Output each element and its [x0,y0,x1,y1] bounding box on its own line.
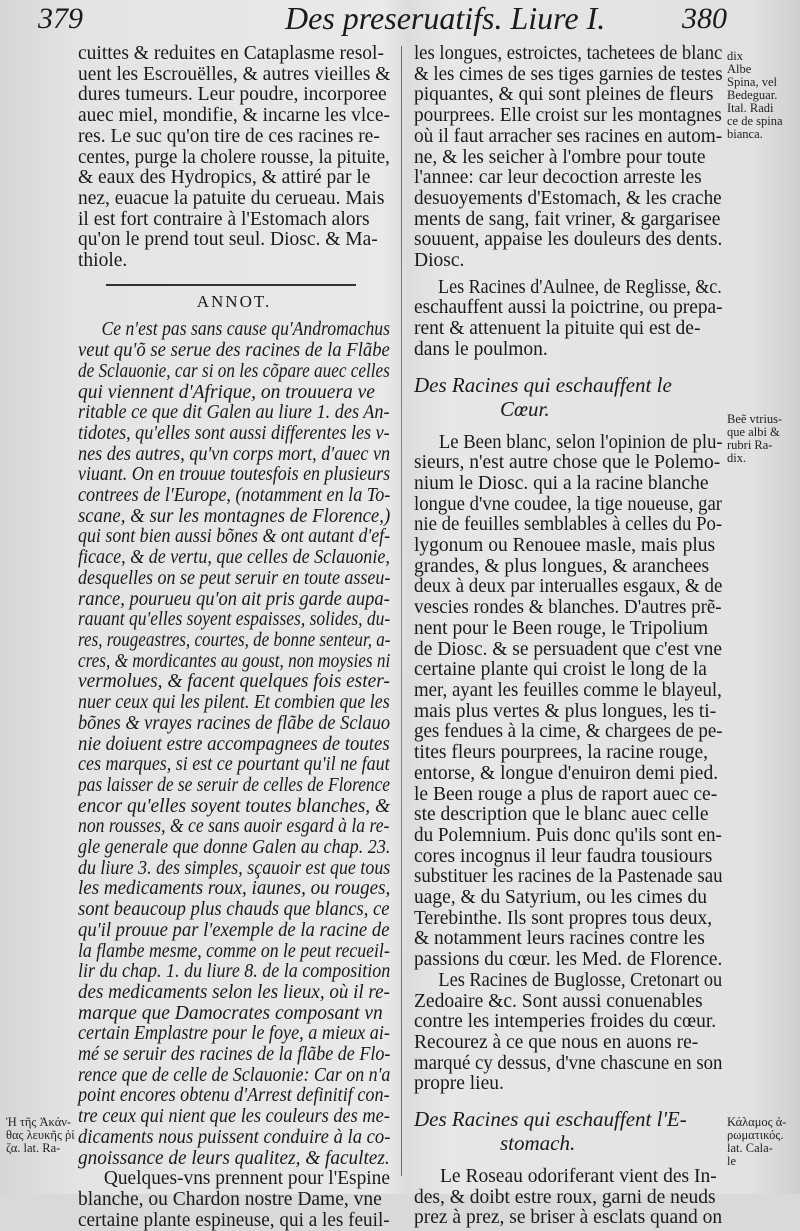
text-line: rauant qu'elles soyent espaisses, solides, du- [78,609,391,631]
text-line: Albe [727,62,752,76]
text-line: ζα. lat. Ra- [6,1141,61,1155]
text-line: & notamment leurs racines contre les [414,929,705,950]
text-line: nes des autres, qu'vn corps mort, d'auec vn [78,443,391,465]
text-line: piquantes, & qui sont pleines de fleurs [414,85,714,106]
heading-line: Cœur. [500,396,550,421]
text-line: & eaux des Hydropics, & attiré par le [78,168,371,189]
text-line: de Sclauonie, car si on les cõpare auec celles [78,360,390,382]
text-line: deux à deux par interualles esgaux, & de [414,576,723,598]
text-line: pas laisser de se seruir de celles de Florence [78,774,391,796]
text-line: Les Racines d'Aulnee, de Reglisse, &c. [438,276,722,298]
text-line: Ἡ τῆς Ἀκάν- [6,1115,72,1129]
text-line: mer, ayant les feuilles comme le blayeul, [414,679,722,701]
text-line: Le Been blanc, selon l'opinion de plu- [438,431,723,453]
text-line: cres, & mordicantes au goust, non moysies ni [78,650,391,672]
text-line: Recourez à ce que nous en auons re- [414,1032,699,1053]
left-bottom-paragraph [78,1169,390,1231]
text-line: dures tumeurs. Leur poudre, incorporee [78,85,387,106]
text-line: tites fleurs pourprees, la racine rouge, [414,743,709,764]
text-line: desquelles on se peut seruir en toute asseu- [78,567,391,589]
text-line: substituer les racines de la Pastenade sau [414,866,723,888]
text-line: res. Le suc qu'on tire de ces racines re- [78,126,380,147]
text-line: bianca. [727,127,763,141]
page-number-right: 380 [682,2,727,35]
text-line: uent les Escrouëlles, & autres vieilles & [78,64,390,85]
text-line: Ce n'est pas sans cause qu'Andromachus [101,319,390,341]
text-line: grandes, & plus longues, & aranchees [414,556,710,577]
text-line: où il faut arracher ses racines en autom- [414,125,723,147]
text-line: entorse, & longue d'enuiron demi pied. [414,763,719,784]
text-line: lat. Cala- [727,1141,773,1155]
text-line: Spina, vel [727,75,777,89]
text-line: dans le poulmon. [414,339,548,360]
text-line: vermolues, & facent quelques fois ester- [78,671,390,693]
text-line: nium le Diosc. qui a la racine blanche [414,473,709,494]
page-number-left: 379 [38,2,83,35]
text-line: le [727,1154,737,1168]
text-line: les longues, estroictes, tachetees de blanc [414,43,723,64]
text-line: ste description que le blanc auec celle [414,805,709,826]
text-line: du Polemnium. Puis donc qu'ils sont en- [414,824,722,846]
text-line: viuant. On en trouue toutesfois en plusieurs [78,464,391,486]
text-line: propre lieu. [414,1074,504,1095]
text-line: que albi & [727,425,780,439]
heading-coeur [414,373,722,421]
text-line: de Diosc. & se persuadent que c'est vne [414,638,722,660]
text-line: θας λευκῆς ῥί [6,1128,75,1142]
text-line: centes, purge la cholere rousse, la pituite, [78,146,390,168]
buglosse-paragraph [414,971,722,1095]
text-line: encor qu'elles soyent toutes blanches, & [78,795,391,817]
text-line: ρωματικός. [727,1128,784,1142]
text-line: qui viennent d'Afrique, on trouuera ve [78,382,375,403]
text-line: Diosc. [414,251,465,272]
text-line: auec miel, mondifie, & incarne les vlce- [78,105,391,127]
text-line: Beẽ vtrius- [727,412,783,426]
text-line: sieurs, n'est autre chose que le Polemo- [414,453,721,474]
text-line: l'annee: car leur decoction arreste les [414,168,702,189]
text-line: gle generale que donne Galen au chap. 23. [78,837,391,859]
aulnee-paragraph [414,278,722,361]
text-line: Zedoaire &c. Sont aussi conuenables [414,991,703,1012]
text-line: vescies rondes & blanches. D'autres prẽ- [414,597,722,619]
margin-note-been [727,413,782,465]
text-line: les medicaments roux, iaunes, ou rouges, [78,878,391,900]
annot-paragraph [78,320,390,1169]
text-line: desuoyements d'Estomach, & les crache [414,187,722,209]
text-line: longue d'vne coudee, la tige noueuse, gar [414,493,722,515]
heading-estomach [414,1107,722,1155]
text-line: dix. [727,451,747,465]
text-line: qu'il prouue par l'exemple de la racine de [78,919,390,941]
text-line: nuer ceux qui les pilent. Et combien que les [78,692,390,714]
text-line: non rousses, & ce sans auoir esgard à la re- [78,816,390,838]
text-line: nez, euacue la patuite du cerueau. Mais [78,188,385,209]
text-line: passions du cœur. les Med. de Florence. [414,949,723,971]
section-rule [106,284,356,286]
text-line: prez à prez, se briser à esclats quand on [414,1208,722,1229]
text-line: Ital. Radi [727,101,774,115]
text-line: contre les intemperies froides du cœur. [414,1012,717,1033]
text-line: ce de spina [727,114,783,128]
text-line: marque que Damocrates composant vn [78,1003,383,1024]
text-line: qui sont bien aussi bõnes & ont autant d'ef- [78,526,391,548]
margin-note-acantha [6,1116,75,1155]
text-line: sont beaucoup plus chauds que blancs, ce [78,899,390,921]
text-line: tre ceux qui nient que les couleurs des me- [78,1106,390,1128]
text-line: lygonum ou Renouee masle, mais plus [414,536,716,557]
text-line: ments de sang, fait vriner, & gargarisee [414,209,721,230]
text-line: Le Roseau odoriferant vient des In- [440,1167,717,1188]
text-line: des medicaments selon les lieux, où il re- [78,981,390,1003]
heading-line: Des Racines qui eschauffent le [414,372,672,397]
text-line: thiole. [78,251,128,272]
text-line: le Been rouge a plus de raport auec ce- [414,784,718,805]
text-line: blanche, ou Chardon nostre Dame, vne [78,1189,382,1210]
text-line: scane, & sur les montagnes de Florence,) [78,505,391,527]
left-top-paragraph [78,44,390,272]
text-line: eschauffent aussi la poictrine, ou prepa- [414,297,723,319]
text-line: la flambe mesme, comme on le peut recueil- [78,940,390,962]
text-line: gnoissance de leurs qualitez, & facultez. [78,1147,390,1169]
text-line: nie de feuilles semblables à celles du Po- [414,514,723,536]
text-line: dicaments nous puissent conduire à la co- [78,1126,391,1148]
text-line: cores incognus il leur faudra tousiours [414,846,713,867]
right-top-paragraph [414,44,722,272]
text-line: dix [727,49,743,63]
text-line: point encores obtenu d'Arrest definitif con- [78,1085,390,1107]
text-line: rubri Ra- [727,438,773,452]
text-line: Bedeguar. [727,88,778,102]
text-line: tidotes, qu'elles sont aussi differentes les v- [78,422,390,444]
text-line: nie doiuent estre accompagnees de toutes [78,733,390,755]
text-line: pourprees. Elle croist sur les montagnes [414,105,722,127]
page-header [0,0,800,44]
text-line: ritable ce que dit Galen au liure 1. des An- [78,402,390,424]
text-line: ges fendues à la cime, & chargees de pe- [414,721,723,743]
text-line: rance, pourueu qu'on ait pris garde aupa- [78,588,390,610]
text-line: certaine plante espineuse, qui a les feuil- [78,1209,390,1231]
margin-note-spina [727,50,783,141]
text-line: & les cimes de ses tiges garnies de testes [414,63,723,85]
been-paragraph [414,433,722,971]
heading-line: Des Racines qui eschauffent l'E- [414,1107,687,1132]
text-line: certain Emplastre pour le foye, a mieux ai- [78,1023,390,1045]
text-line: marqué cy dessus, d'vne chascune en son [414,1052,723,1074]
margin-note-calamus [727,1116,786,1168]
heading-line: stomach. [500,1131,576,1156]
text-line: ces marques, si est ce pourtant qu'il ne faut [78,754,390,776]
text-line: rent & attenuent la pituite qui est de- [414,319,701,340]
annot-heading: ANNOT. [196,291,272,311]
text-line: Terebinthe. Ils sont propres tous deux, [414,908,713,929]
text-line: certaine plante qui croist le long de la [414,660,707,681]
text-line: mé se seruir des racines de la flãbe de Flo- [78,1044,391,1066]
text-line: mais plus vertes & plus longues, les ti- [414,701,717,722]
text-line: nent pour le Been rouge, le Tripolium [414,618,709,639]
text-line: bõnes & vrayes racines de flãbe de Sclauo [78,712,391,734]
text-line: il est fort contraire à l'Estomach alors [78,209,370,230]
text-line: Les Racines de Buglosse, Cretonart ou [438,969,723,991]
text-line: contrees de l'Europe, (notamment en la To- [78,485,391,507]
text-line: rence que de celle de Sclauonie: Car on n'a [78,1064,391,1086]
text-line: veut qu'õ se serue des racines de la Flãbe [78,340,390,362]
roseau-paragraph [414,1167,722,1229]
running-title: Des preseruatifs. Liure I. [285,0,606,36]
left-column [78,44,390,1231]
text-line: ficace, & de vertu, que celles de Sclauonie, [78,547,390,569]
text-line: des, & doibt estre roux, garni de neuds [414,1187,716,1208]
text-line: qu'on le prend tout seul. Diosc. & Ma- [78,230,378,251]
text-line: lir du chap. 1. du liure 8. de la composition [78,961,391,983]
text-line: souuent, appaise les douleurs des dents. [414,229,723,251]
text-line: ne, & les seicher à l'ombre pour toute [414,147,706,168]
right-column [414,44,722,1229]
column-divider [401,46,402,1176]
text-line: res, rougeastres, courtes, de bonne senteur, a- [78,629,391,651]
text-line: uage, & du Satyrium, ou les cimes du [414,888,707,909]
text-line: Κάλαμος ἀ- [727,1115,787,1129]
text-line: du liure 3. des simples, sçauoir est que tous [78,857,391,879]
text-line: cuittes & reduites en Cataplasme resol- [78,44,384,64]
text-line: Quelques-vns prennent pour l'Espine [103,1168,390,1190]
